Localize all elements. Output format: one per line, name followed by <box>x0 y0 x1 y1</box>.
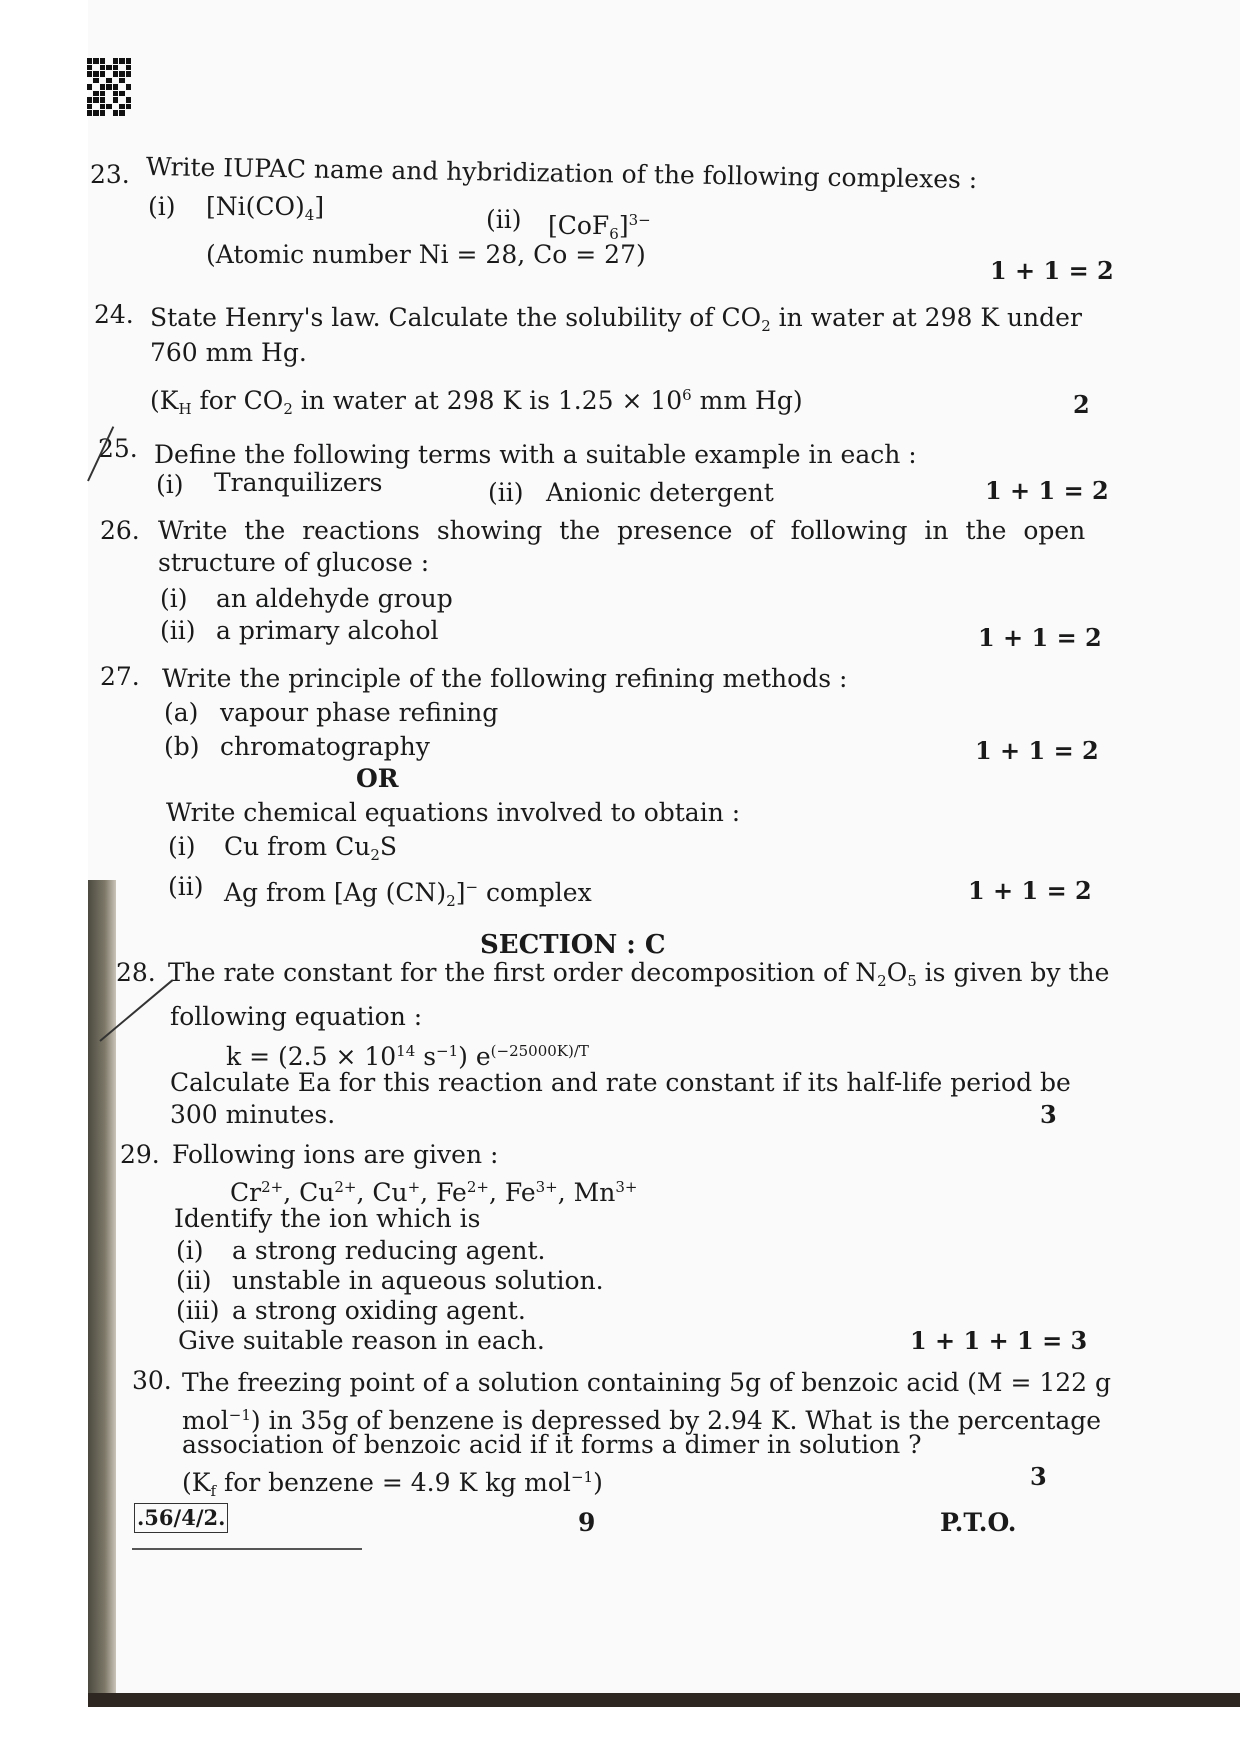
part-label: (ii) <box>168 872 204 901</box>
part-text: an aldehyde group <box>216 584 453 613</box>
rate-equation: $k = (2.5 \times 10^{14}$ $s^{-1}$) $e^{(-25000K)/T}$ <box>226 1042 589 1071</box>
part-text: Tranquilizers <box>214 468 383 497</box>
ion-list: $Cr^{2+}$, $Cu^{2+}$, Cu+, $Fe^{2+}$, $Fe^{3+}$, $Mn^{3+}$ <box>230 1178 638 1207</box>
divider <box>132 1548 362 1550</box>
question-text: State Henry's law. Calculate the solubility of $CO_2$ in water at 298 K under <box>150 303 1082 335</box>
part-label: (iii) <box>176 1296 220 1325</box>
part-text: a strong reducing agent. <box>232 1236 546 1265</box>
part-label: (i) <box>156 470 184 499</box>
pto-label: P.T.O. <box>940 1508 1017 1537</box>
question-number: 30. <box>132 1366 172 1395</box>
question-text: Write chemical equations involved to obtain : <box>166 798 741 827</box>
marks: 2 <box>1073 390 1090 419</box>
section-heading: SECTION : C <box>480 930 666 960</box>
question-text: Give suitable reason in each. <box>178 1326 545 1355</box>
scan-edge-shadow <box>88 880 116 1700</box>
part-text: Cu from $Cu_2S$ <box>224 832 398 864</box>
marks: 3 <box>1040 1100 1057 1129</box>
question-text: The freezing point of a solution containing 5g of benzoic acid (M = 122 g <box>182 1368 1112 1397</box>
question-note: ($K_f$ for benzene = 4.9 K kg mol$^{-1}$) <box>182 1468 603 1500</box>
part-text: a strong oxiding agent. <box>232 1296 526 1325</box>
part-label: (i) <box>148 192 176 221</box>
question-text: 760 mm Hg. <box>150 338 307 367</box>
complex-formula: $[CoF_6]^{3-}$ <box>548 211 651 243</box>
question-text: structure of glucose : <box>158 548 430 577</box>
question-number: 23. <box>90 160 130 189</box>
question-text: Calculate Ea for this reaction and rate constant if its half-life period be <box>170 1068 1071 1097</box>
question-note: ($K_H$ for $CO_2$ in water at 298 K is $1.25 \times 10^6$ mm Hg) <box>150 386 803 418</box>
question-number: 28. <box>116 958 156 987</box>
question-text: 300 minutes. <box>170 1100 336 1129</box>
part-text: a primary alcohol <box>216 616 439 645</box>
qr-code-icon <box>87 58 131 116</box>
question-number: 27. <box>100 662 140 691</box>
part-label: (ii) <box>160 616 196 645</box>
question-text: Write IUPAC name and hybridization of the following complexes : <box>145 152 978 195</box>
part-text: Anionic detergent <box>546 478 774 507</box>
question-number: 26. <box>100 516 140 545</box>
question-text: Following ions are given : <box>172 1140 499 1169</box>
question-text: Write the reactions showing the presence of following in the open <box>158 516 1086 545</box>
marks: 1 + 1 = 2 <box>978 623 1102 652</box>
question-text: association of benzoic acid if it forms a dimer in solution ? <box>182 1430 922 1459</box>
part-label: (i) <box>176 1236 204 1265</box>
part-label: (ii) <box>488 478 524 507</box>
part-text: unstable in aqueous solution. <box>232 1266 604 1295</box>
question-number: 24. <box>94 300 134 329</box>
marks: 3 <box>1030 1462 1047 1491</box>
part-text: chromatography <box>220 732 430 761</box>
question-text: following equation : <box>170 1002 423 1031</box>
question-text: Write the principle of the following refining methods : <box>162 664 848 693</box>
marks: 1 + 1 = 2 <box>985 476 1109 505</box>
marks: 1 + 1 + 1 = 3 <box>910 1326 1088 1355</box>
page-number: 9 <box>578 1508 596 1537</box>
question-text: The rate constant for the first order decomposition of $N_2O_5$ is given by the <box>168 958 1110 990</box>
complex-formula: $[Ni(CO)_4]$ <box>206 192 325 224</box>
paper-code: .56/4/2. <box>134 1503 228 1533</box>
marks: 1 + 1 = 2 <box>990 256 1114 285</box>
part-text: Ag from [Ag $(CN)_2]^-$ complex <box>224 878 592 910</box>
marks: 1 + 1 = 2 <box>975 736 1099 765</box>
part-label: (ii) <box>176 1266 212 1295</box>
question-note: (Atomic number Ni = 28, Co = 27) <box>206 240 646 269</box>
part-text: vapour phase refining <box>220 698 499 727</box>
question-text: Identify the ion which is <box>174 1204 481 1233</box>
part-label: (i) <box>168 832 196 861</box>
part-label: (a) <box>164 698 199 727</box>
or-separator: OR <box>356 764 399 793</box>
question-text: mol$^{-1}$) in 35g of benzene is depressed by 2.94 K. What is the percentage <box>182 1406 1102 1435</box>
question-text: Define the following terms with a suitable example in each : <box>154 440 917 469</box>
part-label: (b) <box>164 732 200 761</box>
question-number: 25. <box>98 434 138 463</box>
scan-bottom-edge <box>88 1693 1240 1707</box>
question-number: 29. <box>120 1140 160 1169</box>
part-label: (i) <box>160 584 188 613</box>
marks: 1 + 1 = 2 <box>968 876 1092 905</box>
part-label: (ii) <box>486 205 522 234</box>
